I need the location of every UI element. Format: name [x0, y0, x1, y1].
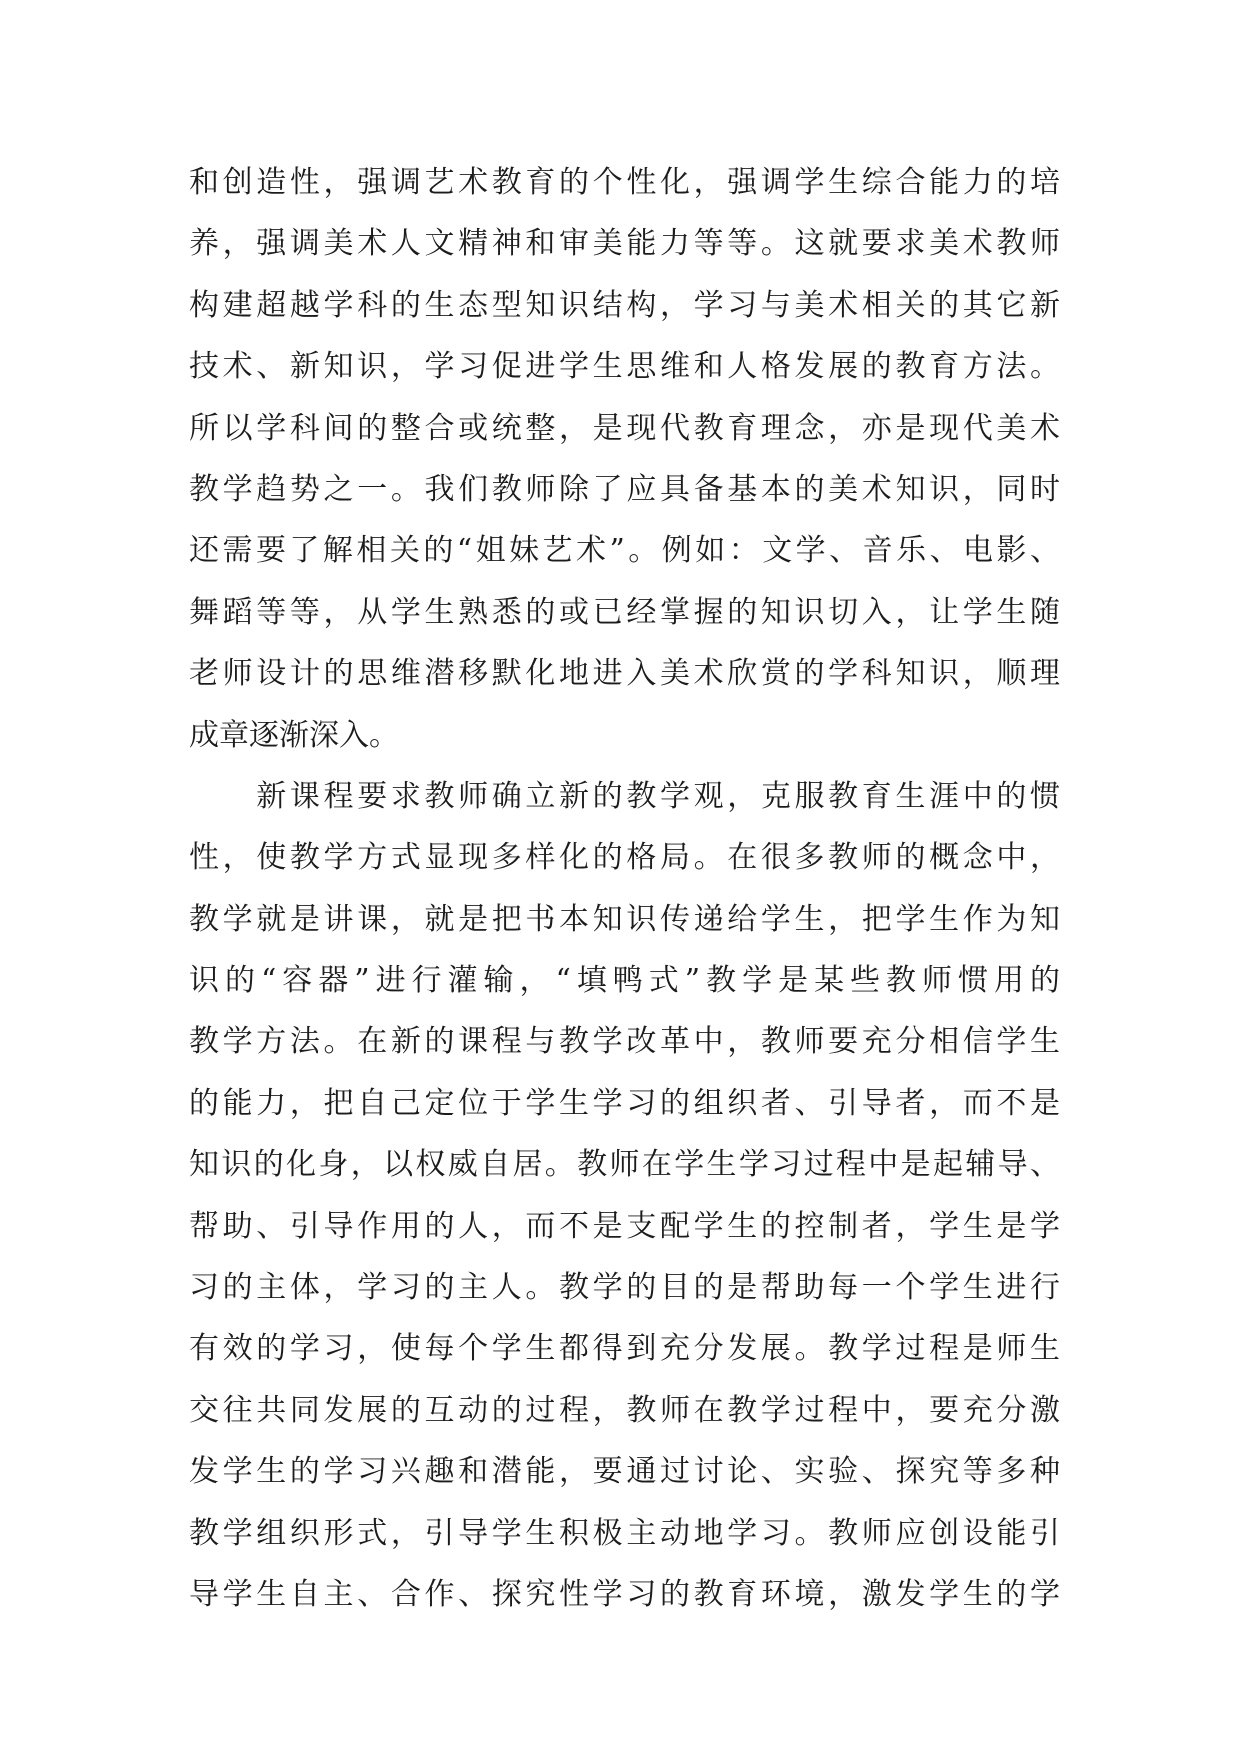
text-line: 发学生的学习兴趣和潜能，要通过讨论、实验、探究等多种 [189, 1454, 1060, 1490]
text-line: 教学方法。在新的课程与教学改革中，教师要充分相信学生 [189, 1024, 1060, 1060]
text-line: 有效的学习，使每个学生都得到充分发展。教学过程是师生 [189, 1331, 1060, 1367]
text-line: 教学就是讲课，就是把书本知识传递给学生，把学生作为知 [189, 901, 1060, 937]
text-line: 交往共同发展的互动的过程，教师在教学过程中，要充分激 [189, 1392, 1060, 1428]
text-line: 构建超越学科的生态型知识结构，学习与美术相关的其它新 [189, 287, 1060, 323]
text-line: 老师设计的思维潜移默化地进入美术欣赏的学科知识，顺理 [189, 656, 1060, 692]
text-line: 成章逐渐深入。 [189, 717, 399, 753]
text-line: 养，强调美术人文精神和审美能力等等。这就要求美术教师 [189, 226, 1060, 262]
text-line: 和创造性，强调艺术教育的个性化，强调学生综合能力的培 [189, 165, 1060, 200]
text-line: 所以学科间的整合或统整，是现代教育理念，亦是现代美术 [189, 410, 1060, 446]
text-line: 知识的化身，以权威自居。教师在学生学习过程中是起辅导、 [189, 1147, 1060, 1183]
text-line: 新课程要求教师确立新的教学观，克服教育生涯中的惯 [189, 778, 1060, 814]
text-line: 还需要了解相关的“姐妹艺术”。例如：文学、音乐、电影、 [189, 533, 1060, 569]
text-line: 舞蹈等等，从学生熟悉的或已经掌握的知识切入，让学生随 [189, 594, 1060, 630]
text-line: 帮助、引导作用的人，而不是支配学生的控制者，学生是学 [189, 1208, 1060, 1244]
text-line: 导学生自主、合作、探究性学习的教育环境，激发学生的学 [189, 1576, 1060, 1612]
paragraph-2 [189, 766, 1060, 1625]
paragraph-1 [189, 152, 1060, 766]
body-text [189, 152, 1060, 1625]
text-line: 的能力，把自己定位于学生学习的组织者、引导者，而不是 [189, 1085, 1060, 1121]
text-line: 技术、新知识，学习促进学生思维和人格发展的教育方法。 [189, 349, 1060, 385]
text-line: 教学趋势之一。我们教师除了应具备基本的美术知识，同时 [189, 471, 1060, 507]
text-line: 习的主体，学习的主人。教学的目的是帮助每一个学生进行 [189, 1270, 1060, 1306]
text-line: 识的“容器”进行灌输，“填鸭式”教学是某些教师惯用的 [189, 963, 1060, 999]
text-line: 教学组织形式，引导学生积极主动地学习。教师应创设能引 [189, 1515, 1060, 1551]
text-line: 性，使教学方式显现多样化的格局。在很多教师的概念中， [189, 840, 1060, 876]
